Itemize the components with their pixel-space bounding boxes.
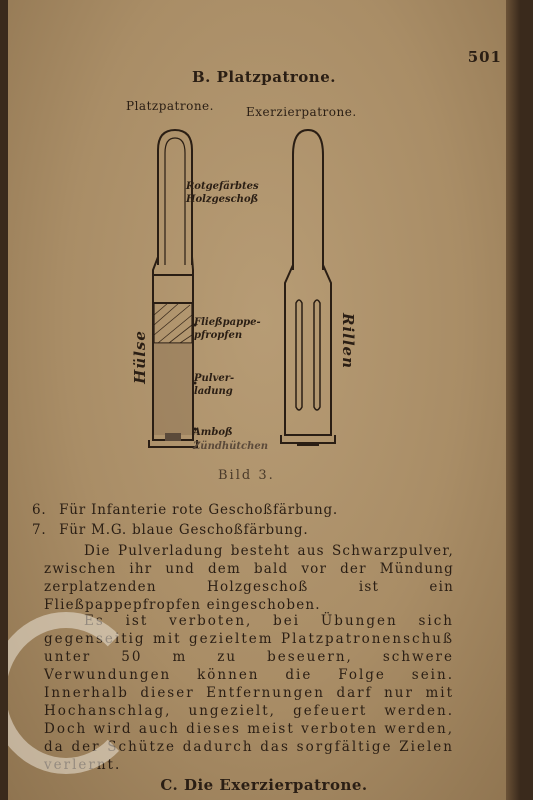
- section-b-title: B. Platzpatrone.: [192, 68, 336, 86]
- paragraph-powder-charge: Die Pulverladung besteht aus Schwarzpulver, zwischen ihr und dem bald vor der Mündung zerplatzenden Holzgeschoß ist ein Fließpappepfropfen eingeschoben.: [44, 543, 454, 613]
- paragraph-safety-rules: Es ist verboten, bei Übungen sich gegenseitig mit gezieltem Platzpatronenschuß unter 50 m zu beseuern, schwere Verwundungen können die Folge sein. Innerhalb dieser Entfernungen darf nur mit Hochanschlag, ungezielt, gefeuert werden. Doch wird auch dieses meist verboten werden, da der Schütze dadurch das sorgfältige Zielen verlernt.: [44, 613, 454, 773]
- figure-caption: Bild 3.: [218, 468, 275, 483]
- list-item-number: 7.: [32, 522, 47, 538]
- cartridge-illustration: [113, 125, 353, 460]
- annotation-powder-charge: [194, 372, 234, 398]
- section-c-title: C. Die Exerzierpatrone.: [160, 776, 368, 794]
- list-item-number: 6.: [32, 502, 47, 518]
- list-item-text: Für M.G. blaue Geschoßfärbung.: [59, 522, 309, 538]
- annotation-felt-wad: [194, 316, 261, 342]
- book-page: [8, 0, 520, 800]
- list-item-text: Für Infanterie rote Geschoßfärbung.: [59, 502, 338, 518]
- page-edge: [506, 0, 520, 800]
- felt-wad-hatching: [154, 303, 192, 343]
- label-huelse: Hülse: [130, 330, 149, 384]
- page-number: 501: [467, 48, 502, 66]
- annotation-line: ladung: [194, 386, 233, 397]
- label-rillen: Rillen: [339, 312, 358, 370]
- annotation-anvil: Amboß: [193, 427, 233, 438]
- list-item: [32, 502, 338, 518]
- annotation-wooden-bullet: [186, 180, 259, 206]
- annotation-line: Fließpappe-: [194, 317, 261, 328]
- annotation-line: pfropfen: [194, 330, 243, 341]
- annotation-line: Holzgeschoß: [186, 194, 259, 205]
- annotation-primer: Zündhütchen: [193, 441, 268, 452]
- drill-cartridge-drawing: [281, 130, 335, 445]
- annotation-line: Pulver-: [194, 373, 235, 384]
- figure-label-exerzierpatrone: Exerzierpatrone.: [246, 105, 357, 119]
- figure-label-platzpatrone: Platzpatrone.: [126, 99, 214, 113]
- list-item: [32, 522, 308, 538]
- annotation-line: Rotgefärbtes: [186, 181, 259, 192]
